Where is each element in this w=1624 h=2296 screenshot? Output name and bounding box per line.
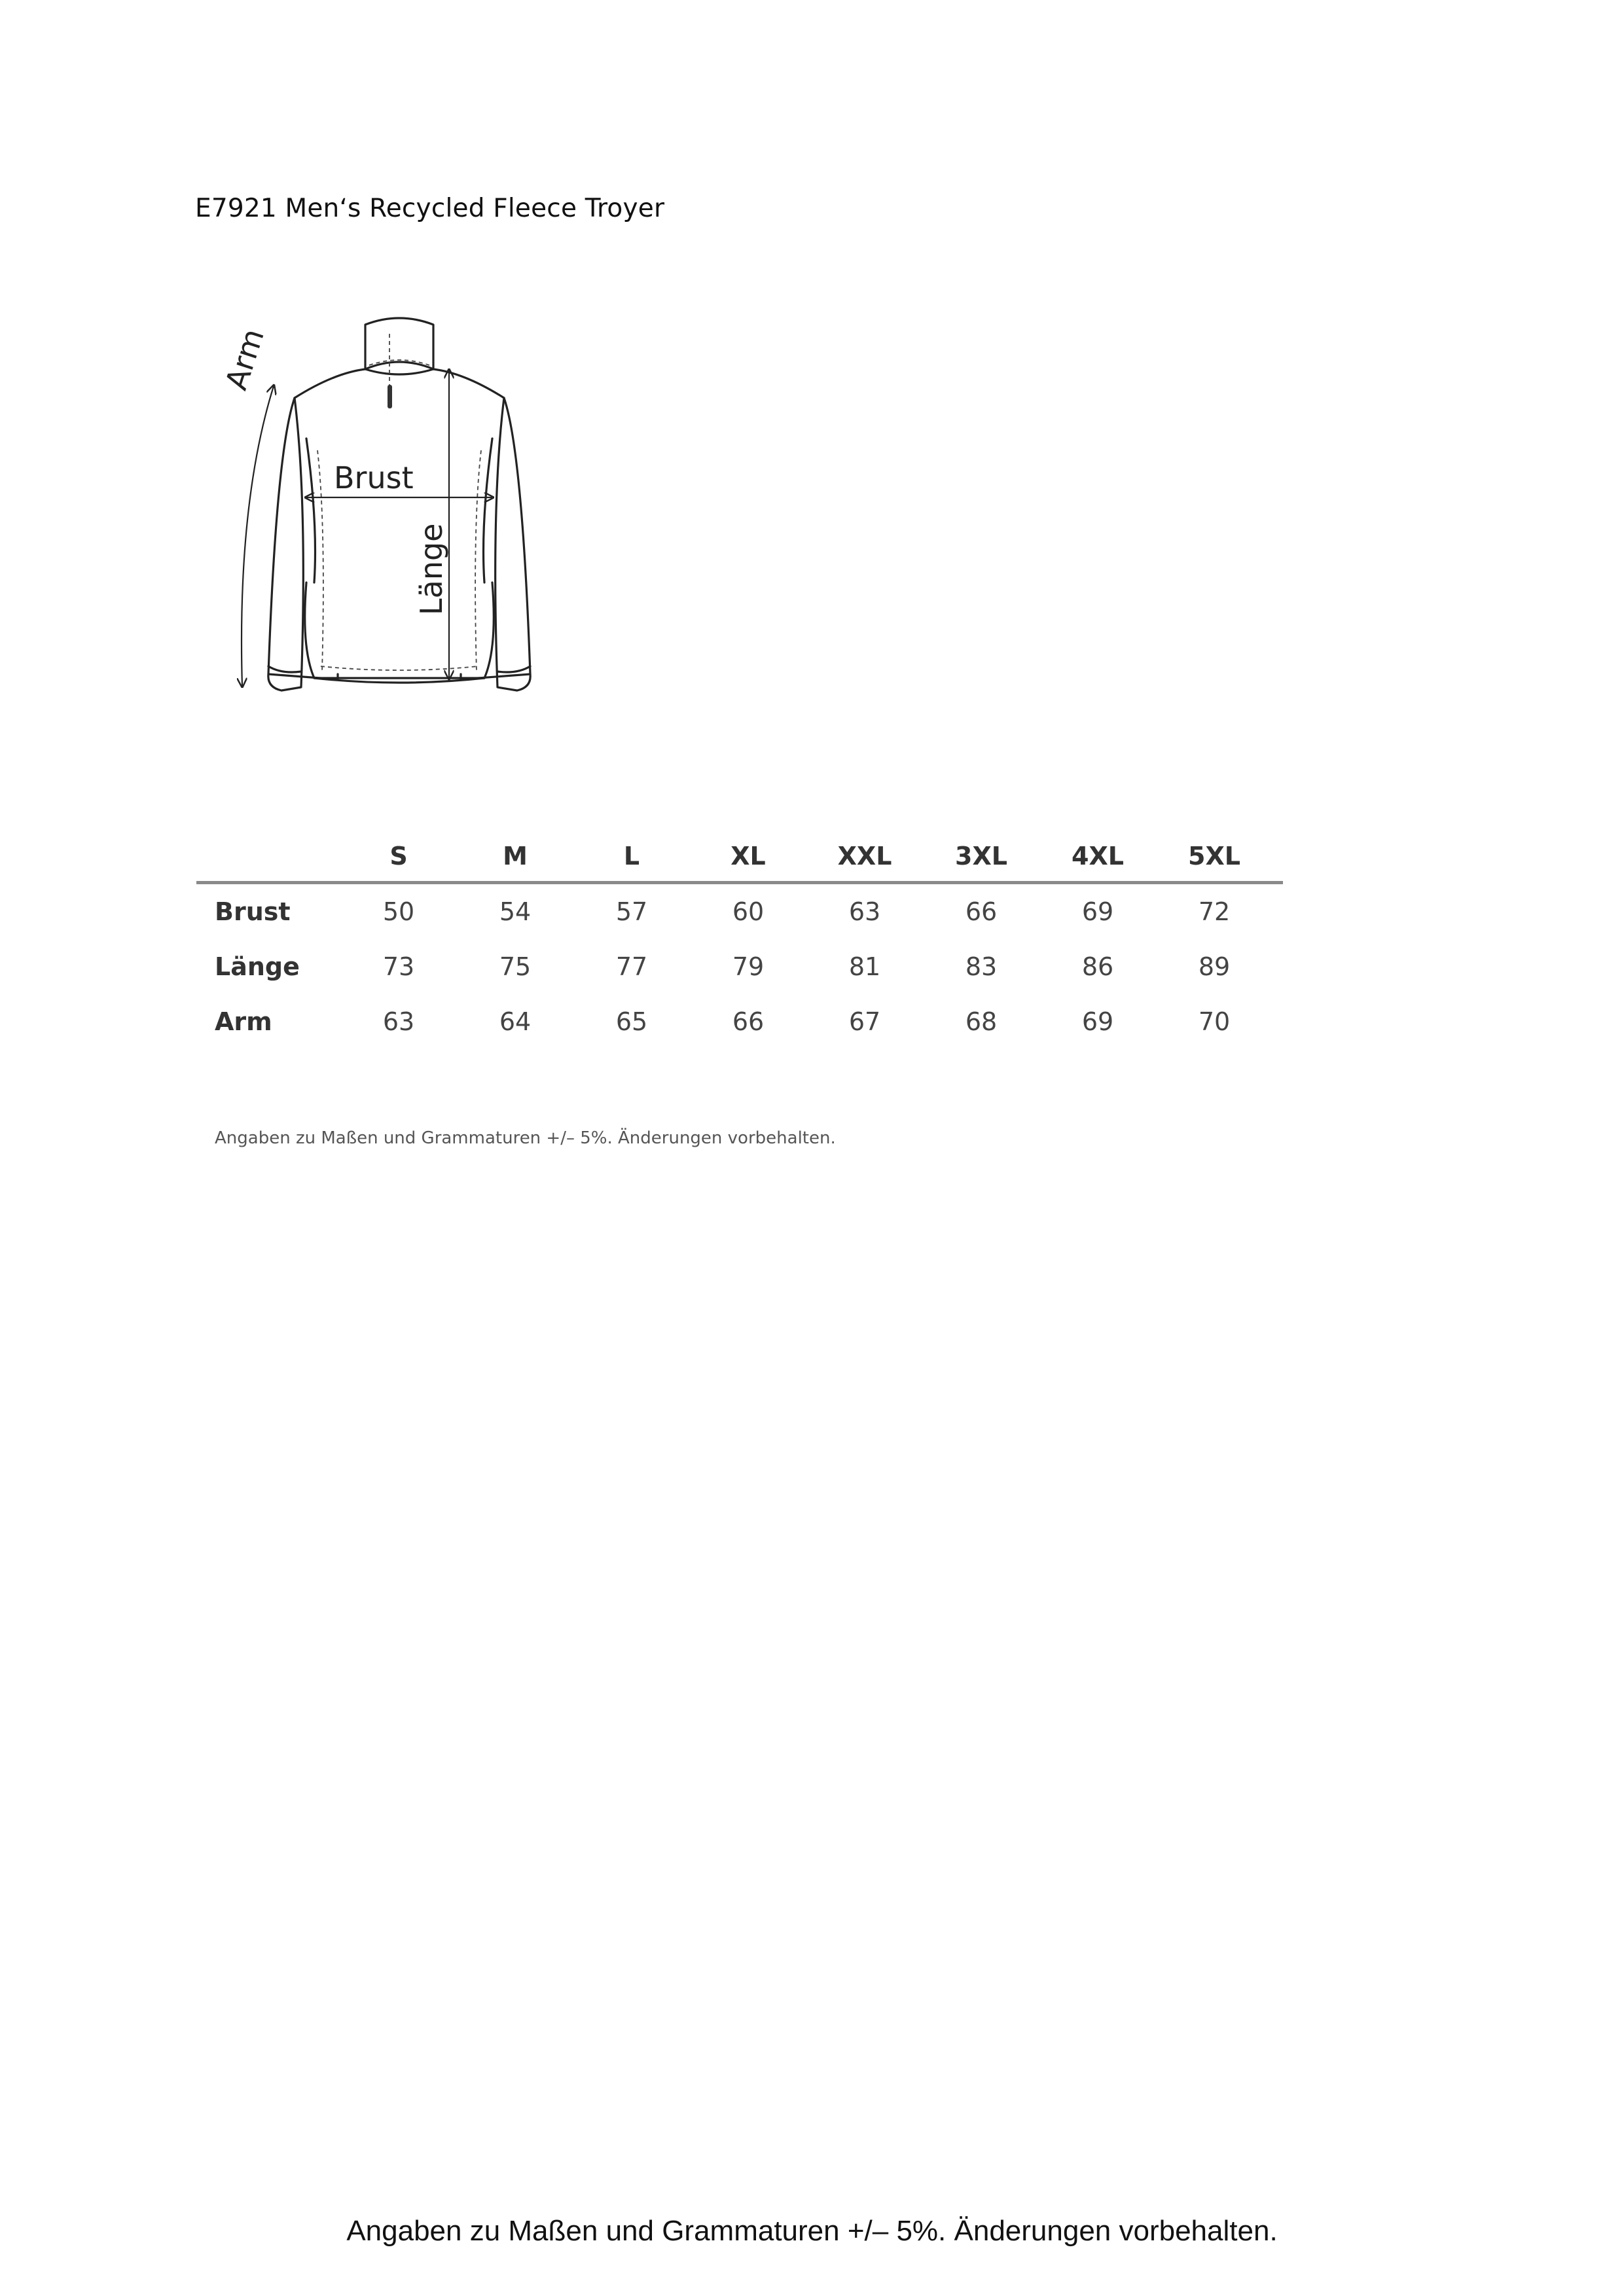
table-cell: 65	[615, 1007, 648, 1036]
table-cell: 54	[499, 897, 532, 926]
size-header: L	[623, 842, 640, 870]
garment-outline	[268, 318, 530, 691]
row-label: Arm	[215, 1007, 272, 1036]
table-cell: 89	[1198, 952, 1231, 981]
table-cell: 75	[499, 952, 532, 981]
arm-label: Arm	[218, 324, 271, 395]
table-cell: 83	[965, 952, 998, 981]
size-table	[196, 831, 1283, 1049]
table-cell: 57	[615, 897, 648, 926]
table-cell: 69	[1081, 897, 1114, 926]
row-label: Brust	[215, 897, 291, 926]
size-header: XXL	[837, 842, 892, 870]
size-header: 3XL	[955, 842, 1007, 870]
table-cell: 72	[1198, 897, 1231, 926]
size-header: 5XL	[1188, 842, 1240, 870]
table-cell: 63	[382, 1007, 415, 1036]
table-row-laenge	[196, 939, 1283, 994]
size-header: M	[503, 842, 528, 870]
table-cell: 50	[382, 897, 415, 926]
garment-illustration	[203, 308, 583, 726]
row-label: Länge	[215, 952, 300, 981]
table-cell: 86	[1081, 952, 1114, 981]
garment-seams	[317, 334, 481, 672]
table-cell: 79	[732, 952, 765, 981]
size-header: XL	[731, 842, 766, 870]
table-row-brust	[196, 884, 1283, 939]
table-cell: 73	[382, 952, 415, 981]
table-cell: 77	[615, 952, 648, 981]
table-cell: 60	[732, 897, 765, 926]
size-header: 4XL	[1072, 842, 1124, 870]
size-table-header	[196, 831, 1283, 884]
laenge-label: Länge	[414, 523, 449, 615]
table-cell: 70	[1198, 1007, 1231, 1036]
tolerance-note: Angaben zu Maßen und Grammaturen +/– 5%. Änderungen vorbehalten.	[215, 1128, 836, 1148]
table-cell: 66	[732, 1007, 765, 1036]
table-cell: 67	[848, 1007, 881, 1036]
zipper-pull	[388, 385, 392, 408]
table-cell: 69	[1081, 1007, 1114, 1036]
table-cell: 66	[965, 897, 998, 926]
garment-measurement-diagram	[203, 308, 583, 726]
size-header: S	[389, 842, 408, 870]
brust-label: Brust	[334, 460, 414, 495]
table-cell: 81	[848, 952, 881, 981]
table-cell: 63	[848, 897, 881, 926]
table-cell: 68	[965, 1007, 998, 1036]
document-title: E7921 Men‘s Recycled Fleece Troyer	[195, 194, 665, 223]
footer-note: Angaben zu Maßen und Grammaturen +/– 5%. Änderungen vorbehalten.	[346, 2215, 1278, 2247]
table-row-arm	[196, 994, 1283, 1049]
table-cell: 64	[499, 1007, 532, 1036]
